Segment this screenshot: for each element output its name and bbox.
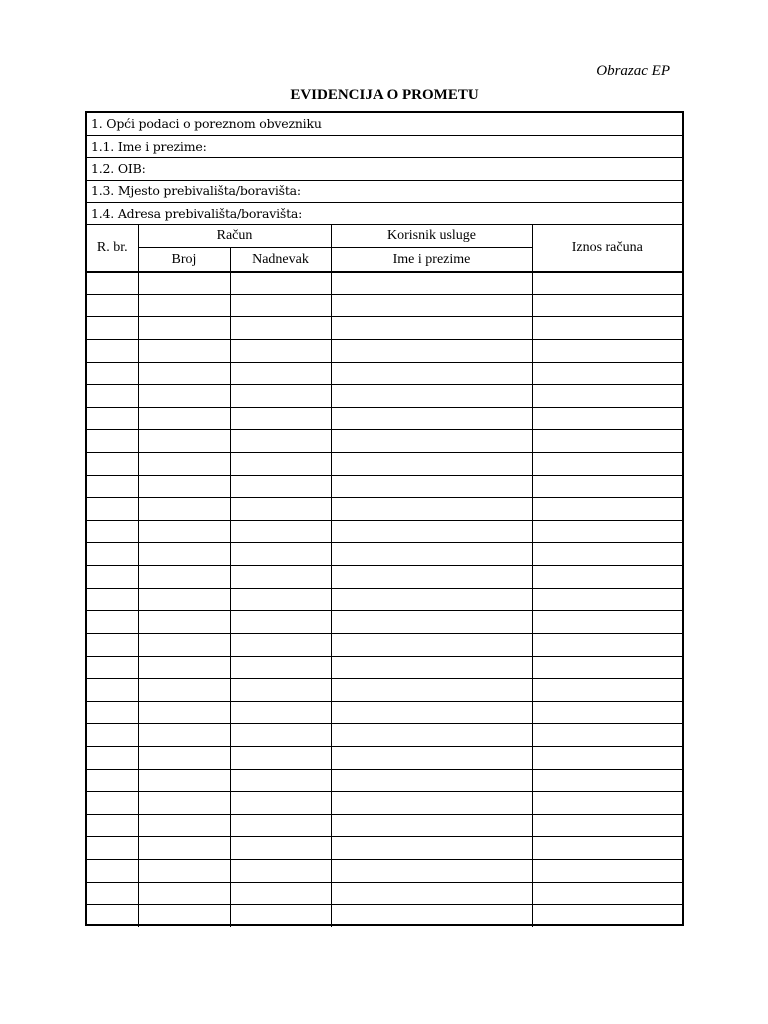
cell-iznos[interactable] — [532, 905, 682, 928]
section-title: 1. Opći podaci o poreznom obvezniku — [87, 113, 682, 135]
cell-nadnevak[interactable] — [230, 905, 331, 928]
cell-iznos[interactable] — [532, 633, 682, 656]
cell-broj[interactable] — [138, 339, 230, 362]
table-row — [87, 317, 682, 340]
cell-iznos[interactable] — [532, 520, 682, 543]
field-residence-place-cell[interactable] — [87, 180, 682, 202]
cell-ime-prezime[interactable] — [331, 430, 532, 453]
cell-broj[interactable] — [138, 317, 230, 340]
table-row — [87, 475, 682, 498]
cell-broj[interactable] — [138, 769, 230, 792]
cell-broj[interactable] — [138, 385, 230, 408]
field-label-residence-address: 1.4. Adresa prebivališta/boravišta: — [91, 205, 303, 221]
cell-nadnevak[interactable] — [230, 656, 331, 679]
cell-rbr[interactable] — [87, 317, 138, 340]
cell-broj[interactable] — [138, 701, 230, 724]
cell-ime-prezime[interactable] — [331, 407, 532, 430]
cell-ime-prezime[interactable] — [331, 362, 532, 385]
header-iznos: Iznos računa — [532, 225, 682, 272]
cell-broj[interactable] — [138, 679, 230, 702]
header-ime-prezime: Ime i prezime — [331, 248, 532, 272]
cell-rbr[interactable] — [87, 769, 138, 792]
table-row — [87, 882, 682, 905]
table-row — [87, 792, 682, 815]
cell-nadnevak[interactable] — [230, 746, 331, 769]
table-row — [87, 543, 682, 566]
cell-ime-prezime[interactable] — [331, 769, 532, 792]
cell-ime-prezime[interactable] — [331, 679, 532, 702]
cell-iznos[interactable] — [532, 882, 682, 905]
table-row — [87, 294, 682, 317]
cell-ime-prezime[interactable] — [331, 882, 532, 905]
cell-broj[interactable] — [138, 837, 230, 860]
field-label-name: 1.1. Ime i prezime: — [91, 138, 207, 154]
cell-rbr[interactable] — [87, 724, 138, 747]
cell-ime-prezime[interactable] — [331, 746, 532, 769]
table-row — [87, 566, 682, 589]
table-row — [87, 453, 682, 476]
cell-rbr[interactable] — [87, 453, 138, 476]
cell-nadnevak[interactable] — [230, 385, 331, 408]
cell-broj[interactable] — [138, 905, 230, 928]
cell-rbr[interactable] — [87, 633, 138, 656]
cell-ime-prezime[interactable] — [331, 339, 532, 362]
header-nadnevak: Nadnevak — [230, 248, 331, 272]
cell-ime-prezime[interactable] — [331, 566, 532, 589]
cell-broj[interactable] — [138, 453, 230, 476]
cell-rbr[interactable] — [87, 339, 138, 362]
cell-rbr[interactable] — [87, 701, 138, 724]
cell-rbr[interactable] — [87, 407, 138, 430]
cell-broj[interactable] — [138, 746, 230, 769]
cell-nadnevak[interactable] — [230, 566, 331, 589]
cell-nadnevak[interactable] — [230, 294, 331, 317]
cell-rbr[interactable] — [87, 814, 138, 837]
cell-iznos[interactable] — [532, 407, 682, 430]
table-row — [87, 905, 682, 928]
table-row — [87, 746, 682, 769]
table-row — [87, 407, 682, 430]
table-row — [87, 701, 682, 724]
cell-iznos[interactable] — [532, 362, 682, 385]
cell-iznos[interactable] — [532, 679, 682, 702]
cell-broj[interactable] — [138, 633, 230, 656]
cell-rbr[interactable] — [87, 746, 138, 769]
table-row — [87, 362, 682, 385]
cell-broj[interactable] — [138, 272, 230, 295]
cell-ime-prezime[interactable] — [331, 701, 532, 724]
field-residence-address-cell[interactable] — [87, 203, 682, 225]
cell-ime-prezime[interactable] — [331, 475, 532, 498]
cell-ime-prezime[interactable] — [331, 294, 532, 317]
cell-ime-prezime[interactable] — [331, 724, 532, 747]
cell-ime-prezime[interactable] — [331, 633, 532, 656]
table-row — [87, 611, 682, 634]
cell-iznos[interactable] — [532, 746, 682, 769]
cell-rbr[interactable] — [87, 430, 138, 453]
cell-iznos[interactable] — [532, 430, 682, 453]
table-row — [87, 385, 682, 408]
cell-ime-prezime[interactable] — [331, 543, 532, 566]
ledger-header-row-1 — [87, 225, 682, 248]
form-code: Obrazac EP — [596, 63, 670, 79]
cell-nadnevak[interactable] — [230, 588, 331, 611]
header-rbr: R. br. — [87, 225, 138, 272]
cell-nadnevak[interactable] — [230, 724, 331, 747]
cell-broj[interactable] — [138, 294, 230, 317]
cell-ime-prezime[interactable] — [331, 792, 532, 815]
section-header-row — [87, 113, 682, 135]
field-label-oib: 1.2. OIB: — [91, 160, 146, 176]
cell-iznos[interactable] — [532, 272, 682, 295]
table-row — [87, 859, 682, 882]
cell-rbr[interactable] — [87, 543, 138, 566]
cell-nadnevak[interactable] — [230, 769, 331, 792]
header-broj: Broj — [138, 248, 230, 272]
cell-nadnevak[interactable] — [230, 362, 331, 385]
cell-broj[interactable] — [138, 520, 230, 543]
field-name-cell[interactable] — [87, 135, 682, 157]
field-label-residence-place: 1.3. Mjesto prebivališta/boravišta: — [91, 183, 301, 199]
cell-iznos[interactable] — [532, 543, 682, 566]
cell-ime-prezime[interactable] — [331, 656, 532, 679]
cell-nadnevak[interactable] — [230, 272, 331, 295]
cell-rbr[interactable] — [87, 498, 138, 521]
cell-ime-prezime[interactable] — [331, 837, 532, 860]
header-racun: Račun — [138, 225, 331, 248]
cell-rbr[interactable] — [87, 859, 138, 882]
cell-broj[interactable] — [138, 656, 230, 679]
cell-broj[interactable] — [138, 362, 230, 385]
cell-iznos[interactable] — [532, 656, 682, 679]
cell-rbr[interactable] — [87, 272, 138, 295]
cell-nadnevak[interactable] — [230, 317, 331, 340]
cell-rbr[interactable] — [87, 520, 138, 543]
cell-broj[interactable] — [138, 859, 230, 882]
cell-broj[interactable] — [138, 498, 230, 521]
table-row — [87, 724, 682, 747]
cell-broj[interactable] — [138, 566, 230, 589]
cell-ime-prezime[interactable] — [331, 588, 532, 611]
cell-broj[interactable] — [138, 543, 230, 566]
cell-rbr[interactable] — [87, 792, 138, 815]
table-row — [87, 814, 682, 837]
cell-rbr[interactable] — [87, 566, 138, 589]
table-row — [87, 837, 682, 860]
cell-rbr[interactable] — [87, 882, 138, 905]
cell-nadnevak[interactable] — [230, 611, 331, 634]
cell-ime-prezime[interactable] — [331, 905, 532, 928]
field-row-name — [87, 135, 682, 157]
cell-iznos[interactable] — [532, 859, 682, 882]
table-row — [87, 498, 682, 521]
cell-rbr[interactable] — [87, 294, 138, 317]
header-korisnik: Korisnik usluge — [331, 225, 532, 248]
cell-broj[interactable] — [138, 430, 230, 453]
cell-nadnevak[interactable] — [230, 453, 331, 476]
table-row — [87, 769, 682, 792]
cell-ime-prezime[interactable] — [331, 859, 532, 882]
cell-nadnevak[interactable] — [230, 814, 331, 837]
table-row — [87, 339, 682, 362]
table-row — [87, 588, 682, 611]
cell-iznos[interactable] — [532, 724, 682, 747]
cell-nadnevak[interactable] — [230, 407, 331, 430]
cell-ime-prezime[interactable] — [331, 453, 532, 476]
field-row-oib — [87, 158, 682, 180]
cell-broj[interactable] — [138, 724, 230, 747]
cell-broj[interactable] — [138, 407, 230, 430]
cell-nadnevak[interactable] — [230, 520, 331, 543]
cell-ime-prezime[interactable] — [331, 520, 532, 543]
cell-broj[interactable] — [138, 588, 230, 611]
table-row — [87, 633, 682, 656]
cell-broj[interactable] — [138, 611, 230, 634]
table-row — [87, 430, 682, 453]
cell-broj[interactable] — [138, 792, 230, 815]
cell-broj[interactable] — [138, 475, 230, 498]
cell-iznos[interactable] — [532, 701, 682, 724]
document-title: EVIDENCIJA O PROMETU — [290, 87, 479, 103]
cell-nadnevak[interactable] — [230, 792, 331, 815]
table-row — [87, 679, 682, 702]
cell-rbr[interactable] — [87, 905, 138, 928]
cell-ime-prezime[interactable] — [331, 272, 532, 295]
cell-iznos[interactable] — [532, 814, 682, 837]
cell-nadnevak[interactable] — [230, 679, 331, 702]
cell-ime-prezime[interactable] — [331, 611, 532, 634]
field-row-residence-place — [87, 180, 682, 202]
ledger-frame — [85, 111, 684, 926]
field-row-residence-address — [87, 203, 682, 225]
cell-rbr[interactable] — [87, 837, 138, 860]
cell-nadnevak[interactable] — [230, 475, 331, 498]
cell-rbr[interactable] — [87, 679, 138, 702]
cell-rbr[interactable] — [87, 588, 138, 611]
cell-nadnevak[interactable] — [230, 633, 331, 656]
cell-ime-prezime[interactable] — [331, 317, 532, 340]
cell-iznos[interactable] — [532, 317, 682, 340]
cell-iznos[interactable] — [532, 566, 682, 589]
field-oib-cell[interactable] — [87, 158, 682, 180]
cell-iznos[interactable] — [532, 769, 682, 792]
cell-nadnevak[interactable] — [230, 837, 331, 860]
cell-iznos[interactable] — [532, 475, 682, 498]
cell-iznos[interactable] — [532, 339, 682, 362]
cell-nadnevak[interactable] — [230, 339, 331, 362]
cell-rbr[interactable] — [87, 385, 138, 408]
table-row — [87, 656, 682, 679]
table-row — [87, 520, 682, 543]
cell-rbr[interactable] — [87, 475, 138, 498]
cell-rbr[interactable] — [87, 362, 138, 385]
cell-iznos[interactable] — [532, 294, 682, 317]
cell-iznos[interactable] — [532, 837, 682, 860]
cell-iznos[interactable] — [532, 588, 682, 611]
ledger-table — [87, 113, 682, 927]
cell-iznos[interactable] — [532, 611, 682, 634]
cell-nadnevak[interactable] — [230, 430, 331, 453]
cell-iznos[interactable] — [532, 498, 682, 521]
cell-iznos[interactable] — [532, 792, 682, 815]
cell-iznos[interactable] — [532, 453, 682, 476]
cell-nadnevak[interactable] — [230, 498, 331, 521]
cell-broj[interactable] — [138, 814, 230, 837]
cell-iznos[interactable] — [532, 385, 682, 408]
cell-nadnevak[interactable] — [230, 859, 331, 882]
cell-ime-prezime[interactable] — [331, 814, 532, 837]
table-row — [87, 272, 682, 295]
cell-ime-prezime[interactable] — [331, 385, 532, 408]
cell-ime-prezime[interactable] — [331, 498, 532, 521]
cell-rbr[interactable] — [87, 611, 138, 634]
cell-nadnevak[interactable] — [230, 543, 331, 566]
cell-broj[interactable] — [138, 882, 230, 905]
cell-nadnevak[interactable] — [230, 701, 331, 724]
cell-rbr[interactable] — [87, 656, 138, 679]
cell-nadnevak[interactable] — [230, 882, 331, 905]
